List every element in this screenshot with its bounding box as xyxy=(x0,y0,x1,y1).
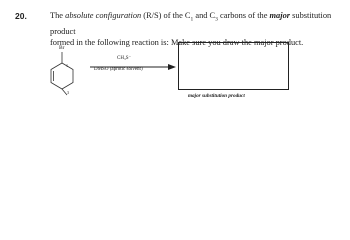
c3-subscript: 3 xyxy=(215,16,218,23)
solvent-label: DMSO (aprotic solvent) xyxy=(94,67,143,72)
bromine-label: Br xyxy=(59,45,65,51)
absolute-configuration-text: absolute configuration xyxy=(65,11,142,20)
question-line1-start: The xyxy=(50,11,66,20)
cyclohexene-ring xyxy=(51,63,73,89)
question-line1-and: and C xyxy=(193,11,216,20)
answer-box[interactable] xyxy=(178,42,289,90)
c1-label: 1 xyxy=(66,63,68,68)
c1-subscript: 1 xyxy=(190,16,194,23)
question-line1-mid2: carbons of the xyxy=(217,11,270,20)
c3-label: 3 xyxy=(67,90,69,95)
answer-box-caption: major substitution product xyxy=(188,93,245,99)
question-line1-mid: (R/S) of the C xyxy=(141,11,191,20)
question-line2: formed in the following reaction is: Make sure you draw the major product. xyxy=(50,37,304,47)
arrowhead xyxy=(168,64,176,70)
reagent-label: CH₃S⁻ xyxy=(117,56,132,61)
question-line1-end: substitution product xyxy=(50,11,332,36)
major-emphasis: major xyxy=(269,11,291,20)
question-number: 20. xyxy=(15,11,27,21)
